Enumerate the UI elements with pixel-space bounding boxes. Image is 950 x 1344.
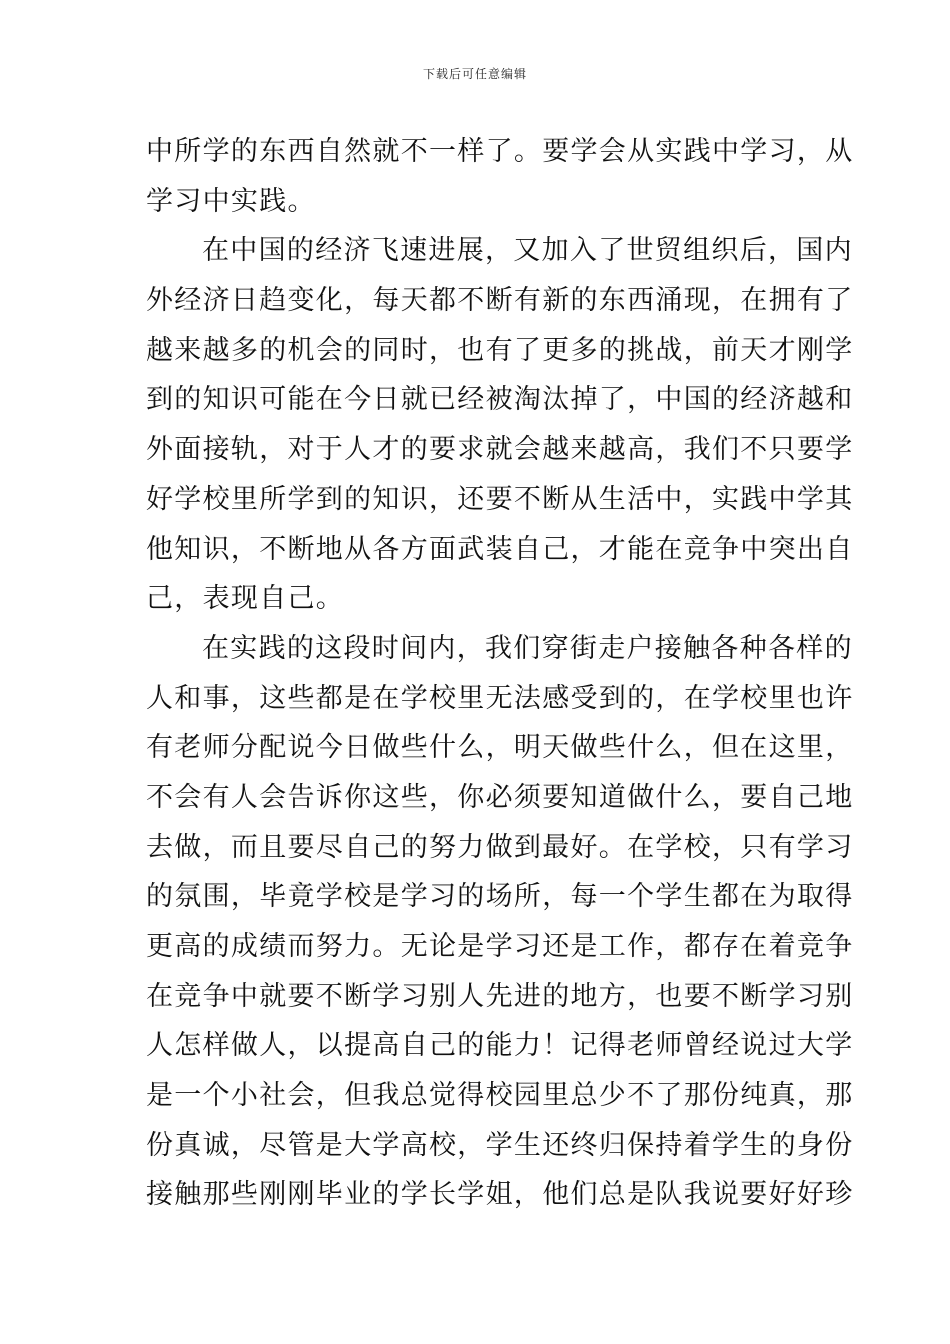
text-line: 不会有人会告诉你这些，你必须要知道做什么，要自己地: [146, 781, 854, 813]
text-line: 到的知识可能在今日就已经被淘汰掉了，中国的经济越和: [146, 384, 854, 416]
text-line: 接触那些刚刚毕业的学长学姐，他们总是队我说要好好珍: [146, 1179, 854, 1211]
text-line: 好学校里所学到的知识，还要不断从生活中，实践中学其: [146, 483, 854, 515]
text-line: 越来越多的机会的同时，也有了更多的挑战，前天才刚学: [146, 334, 854, 366]
text-line: 人怎样做人，以提高自己的能力！记得老师曾经说过大学: [146, 1030, 854, 1062]
paragraph-first-line: 在中国的经济飞速进展，又加入了世贸组织后，国内: [202, 235, 853, 267]
text-line: 是一个小社会，但我总觉得校园里总少不了那份纯真，那: [146, 1080, 854, 1112]
text-line: 外面接轨，对于人才的要求就会越来越高，我们不只要学: [146, 434, 854, 466]
page-header: 下载后可任意编辑: [422, 67, 527, 81]
text-line: 去做，而且要尽自己的努力做到最好。在学校，只有学习: [146, 831, 854, 863]
text-line: 更高的成绩而努力。无论是学习还是工作，都存在着竞争: [146, 931, 854, 962]
text-line: 学习中实践。: [146, 185, 316, 217]
text-line: 外经济日趋变化，每天都不断有新的东西涌现，在拥有了: [146, 285, 854, 317]
text-line: 人和事，这些都是在学校里无法感受到的，在学校里也许: [146, 682, 854, 714]
text-line: 的氛围，毕竟学校是学习的场所，每一个学生都在为取得: [146, 881, 854, 913]
document-body: [146, 127, 854, 1220]
text-line: 有老师分配说今日做些什么，明天做些什么，但在这里，: [146, 732, 854, 764]
text-line: 己，表现自己。: [146, 583, 345, 615]
text-line: 份真诚，尽管是大学高校，学生还终归保持着学生的身份: [146, 1129, 854, 1161]
text-line: 中所学的东西自然就不一样了。要学会从实践中学习，从: [146, 136, 854, 167]
text-line: 他知识，不断地从各方面武装自己，才能在竞争中突出自: [146, 533, 854, 565]
text-line: 在竞争中就要不断学习别人先进的地方，也要不断学习别: [146, 980, 854, 1012]
paragraph-first-line: 在实践的这段时间内，我们穿街走户接触各种各样的: [202, 632, 853, 664]
